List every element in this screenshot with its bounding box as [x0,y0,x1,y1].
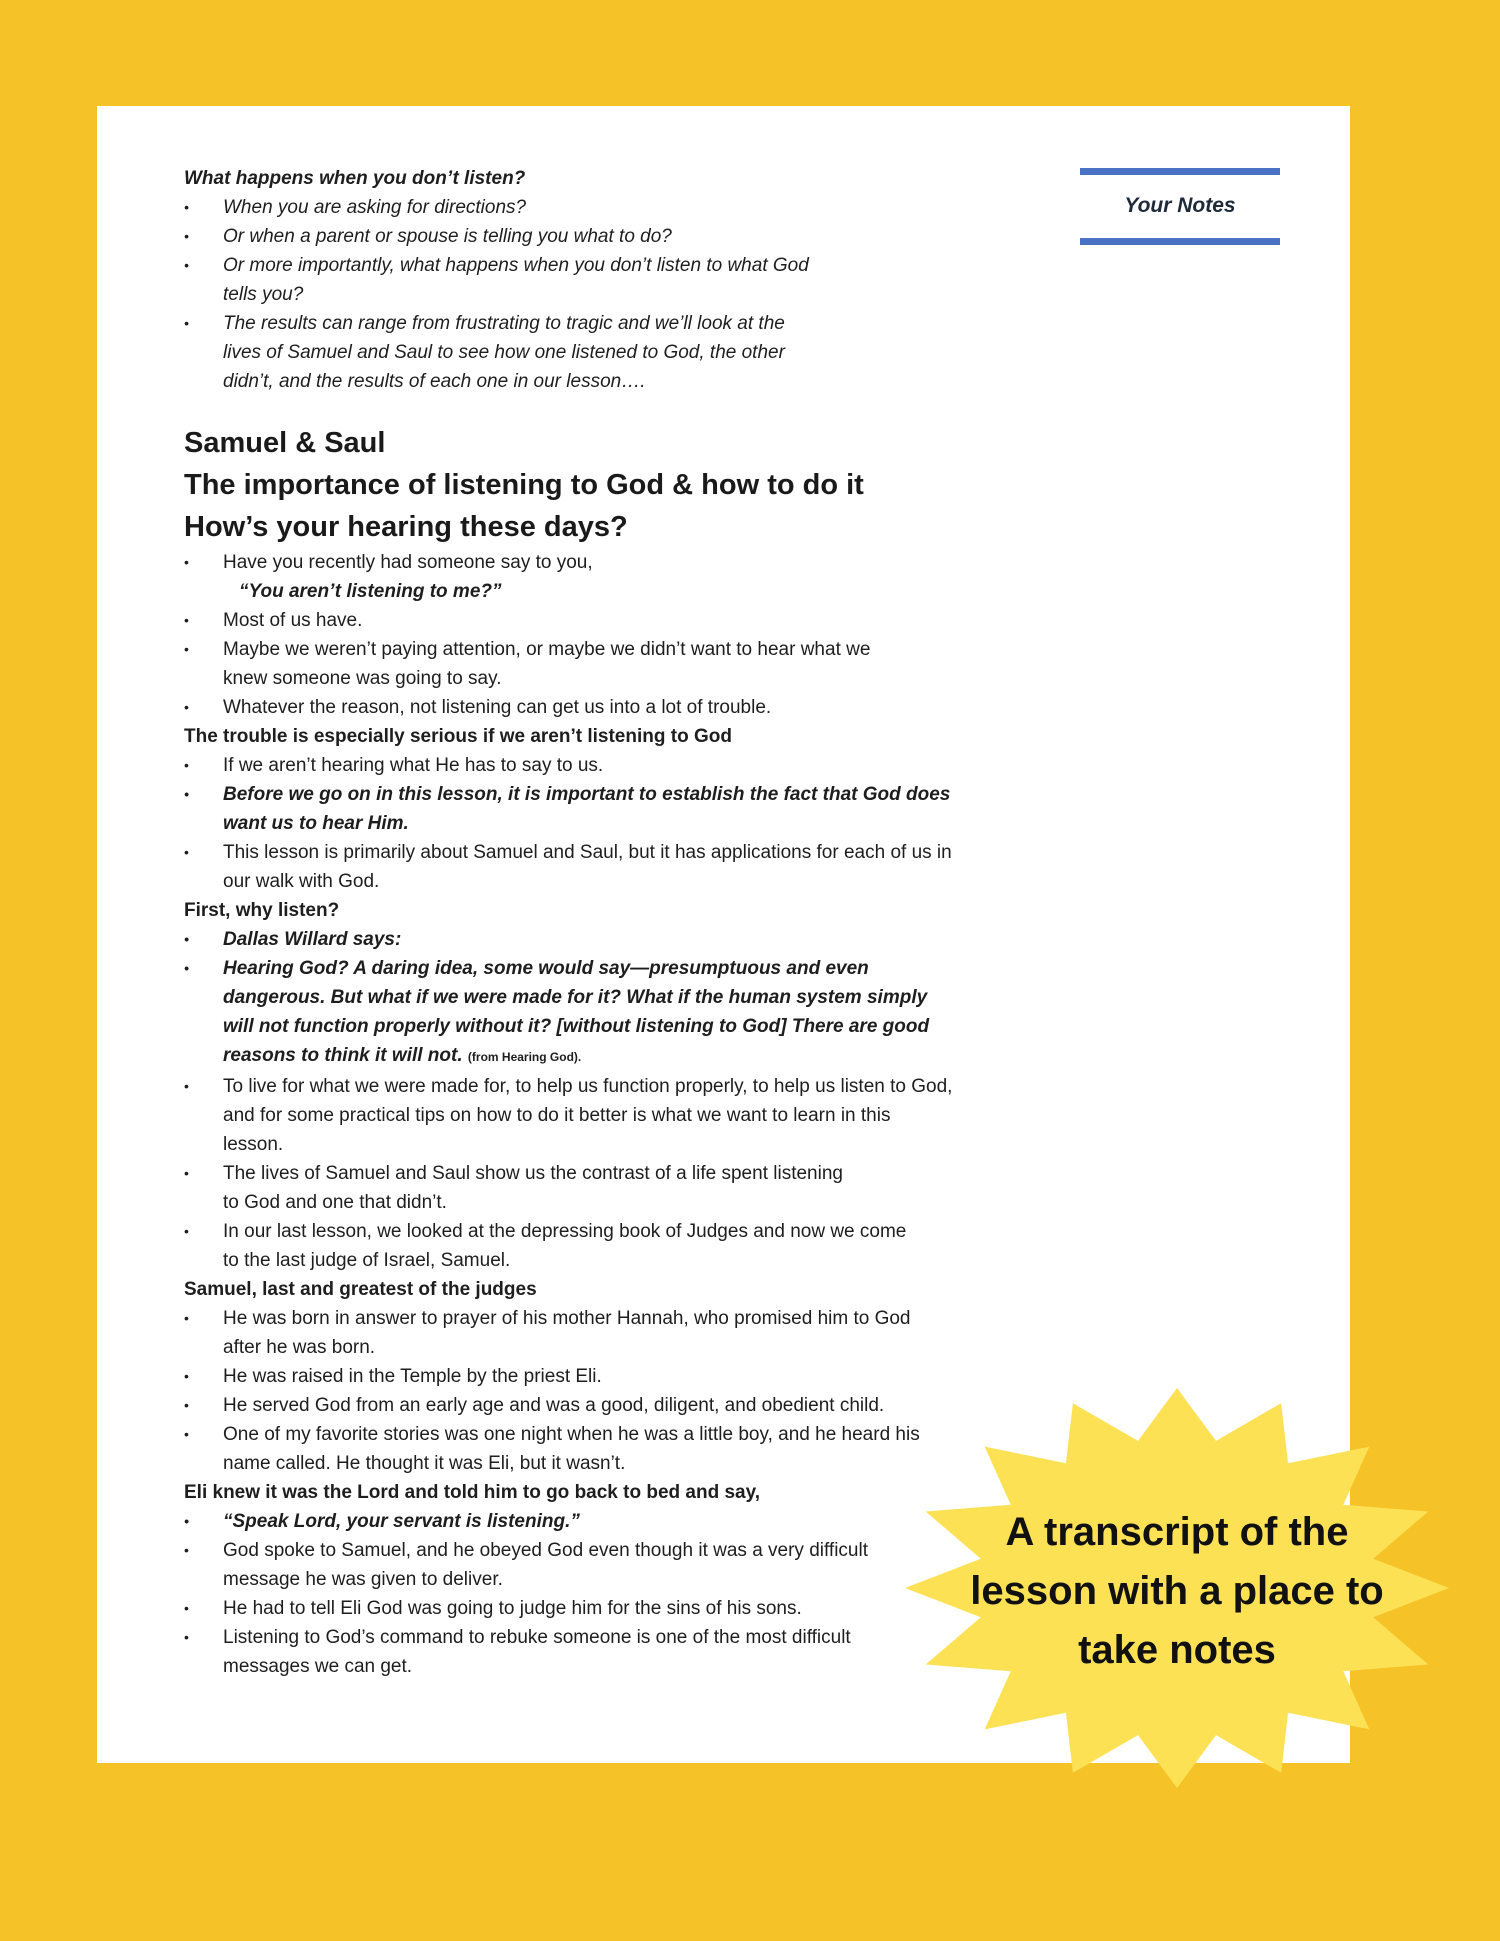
list-item: • Dallas Willard says: [184,925,944,954]
list-item: • In our last lesson, we looked at the depressing book of Judges and now we come to the last judge of Israel, Samuel. [184,1217,923,1275]
list-item: • Before we go on in this lesson, it is important to establish the fact that God does want us to hear Him. [184,780,953,838]
list-item: • Most of us have. [184,606,944,635]
list-item: • One of my favorite stories was one night when he was a little boy, and he heard his name called. He thought it was Eli, but it wasn’t. [184,1420,943,1478]
notes-label: Your Notes [1124,194,1236,217]
transcript-content [184,164,953,1681]
badge-text: A transcript of the lesson with a place to take notes [970,1510,1384,1672]
list-item: • Listening to God’s command to rebuke someone is one of the most difficult messages we can get. [184,1623,903,1681]
list-item: • He was raised in the Temple by the priest Eli. [184,1362,944,1391]
quote-item [184,954,953,1072]
section-heading: First, why listen? [184,900,340,921]
notes-bottom-rule [1080,238,1280,245]
list-item: • He had to tell Eli God was going to judge him for the sins of his sons. [184,1594,944,1623]
section-heading: What happens when you don’t listen? [184,168,526,189]
quote-line: “You aren’t listening to me?” [239,581,502,602]
list-item: • When you are asking for directions? [184,193,944,222]
bullet-list [184,751,952,896]
list-item: • If we aren’t hearing what He has to say to us. [184,751,944,780]
list-item: • Whatever the reason, not listening can get us into a lot of trouble. [184,693,944,722]
notes-panel [1080,168,1280,245]
bullet-list [184,1304,944,1478]
quote-text: Hearing God? A daring idea, some would say—presumptuous and even dangerous. But what if we were made for it? What if the human system simply will not function properly without it? [without listening to God] There are good reasons to think it will not. [223,958,930,1066]
lesson-question: How’s your hearing these days? [184,511,628,543]
list-item: • To live for what we were made for, to help us function properly, to help us listen to God, and for some practical tips on how to do it better is what we want to learn in this lesson. [184,1072,953,1159]
list-item: • The lives of Samuel and Saul show us the contrast of a life spent listening to God and one that didn’t. [184,1159,863,1217]
list-item: • Have you recently had someone say to you, [184,548,944,577]
list-item: • Or when a parent or spouse is telling you what to do? [184,222,944,251]
list-item: • He served God from an early age and was a good, diligent, and obedient child. [184,1391,953,1420]
list-item: • This lesson is primarily about Samuel and Saul, but it has applications for each of us in our walk with God. [184,838,953,896]
bullet-list [184,925,953,1275]
list-item: • Or more importantly, what happens when you don’t listen to what God tells you? [184,251,823,309]
lesson-title: Samuel & Saul [184,427,386,459]
list-item: • “Speak Lord, your servant is listening.” [184,1507,944,1536]
source-note: (from Hearing God). [467,1050,582,1064]
section-heading: The trouble is especially serious if we aren’t listening to God [184,726,732,747]
section-heading: Samuel, last and greatest of the judges [184,1279,537,1300]
starburst-badge [902,1386,1452,1791]
bullet-list [184,193,944,396]
list-item: • God spoke to Samuel, and he obeyed God even though it was a very difficult message he was given to deliver. [184,1536,913,1594]
bullet-list [184,548,944,722]
lesson-subtitle: The importance of listening to God & how to do it [184,469,864,501]
list-item: • The results can range from frustrating to tragic and we’ll look at the lives of Samuel and Saul to see how one listened to God, the other didn’t, and the results of each one in our lesson…. [184,309,823,396]
list-item: • Maybe we weren’t paying attention, or maybe we didn’t want to hear what we knew someone was going to say. [184,635,913,693]
section-heading: Eli knew it was the Lord and told him to go back to bed and say, [184,1482,761,1503]
notes-top-rule [1080,168,1280,175]
list-item: • He was born in answer to prayer of his mother Hannah, who promised him to God after he was born. [184,1304,923,1362]
bullet-list [184,1507,944,1681]
